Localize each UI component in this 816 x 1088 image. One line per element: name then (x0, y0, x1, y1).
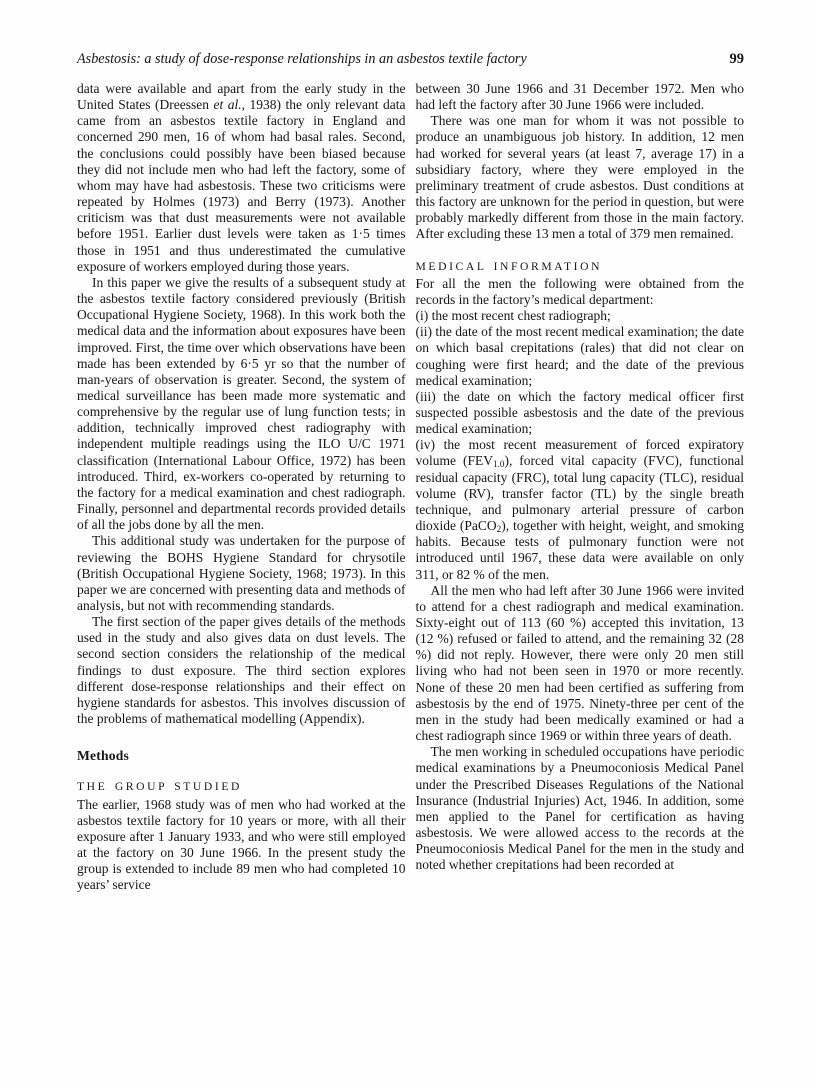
paragraph: There was one man for whom it was not possible to produce an unambiguous job history. In addition, 12 men had worked for several years (at least 7, average 17) in a subsidiary factory, where they were employed in the preliminary treatment of crude asbestos. Dust conditions at this factory are unknown for the period in question, but were probably markedly different from those in the main factory. After excluding these 13 men a total of 379 men remained. (415, 113, 744, 242)
paragraph: The earlier, 1968 study was of men who had worked at the asbestos textile factory for 10 years or more, with all their exposure after 1 January 1933, and who were still employed at the factory on 30 June 1966. In the present study the group is extended to include 89 men who had completed 10 years’ service (77, 796, 406, 893)
list-item-iv: (iv) the most recent measurement of forced expiratory volume $(FEV_{1.0})$, forced vital capacity (FVC), functional residual capacity (FRC), total lung capacity (TLC), residual volume (RV), transfer factor (TL) by the single breath technique, and pulmonary arterial pressure of carbon dioxide (PaCO$_2$), together with height, weight, and smoking habits. Because tests of pulmonary function were not introduced until 1967, these data were available on only 311, or 82 % of the men. (415, 437, 745, 582)
left-column (77, 81, 406, 894)
paragraph: The first section of the paper gives details of the methods used in the study and also gives data on dust levels. The second section considers the relationship of the medical findings to dust exposure. The third section explores different dose-response relationships and their effect on hygiene standards for asbestos. This involves discussion of the problems of mathematical modelling (Appendix). (77, 614, 406, 727)
list-item-iii: (iii) the date on which the factory medical officer first suspected possible asbestosis and the date of the previous medical examination; (415, 388, 744, 437)
paragraph: All the men who had left after 30 June 1966 were invited to attend for a chest radiograph and medical examination. Sixty-eight out of 113 (60 %) accepted this invitation, 13 (12 %) refused or failed to attend, and the remaining 32 (28 %) did not reply. However, there were only 20 men still living who had not been seen in 1970 or more recently. None of these 20 men had been certified as suffering from asbestosis by the end of 1975. Ninety-three per cent of the men in the study had been medically examined or had a chest radiograph since 1969 or within three years of death. (415, 582, 744, 744)
paragraph: data were available and apart from the early study in the United States (Dreessen et al., 1938) the only relevant data came from an asbestos textile factory in England and concerned 290 men, 16 of whom had basal rales. Second, the conclusions could possibly have been biased because they did not include men who had left the factory, some of whom may have had asbestosis. These two criticisms were repeated by Holmes (1973) and Berry (1973). Another criticism was that dust measurements were not available before 1951. Earlier dust levels were taken as 1·5 times those in 1951 and thus underestimated the cumulative exposure of workers employed during those years. (77, 81, 406, 274)
running-head: Asbestosis: a study of dose-response relationships in an asbestos textile factory (77, 51, 527, 67)
list-item-i: (i) the most recent chest radiograph; (415, 308, 611, 324)
two-column-body (77, 81, 744, 894)
subsection-heading-medical-information: MEDICAL INFORMATION (415, 259, 603, 273)
paragraph: The men working in scheduled occupations have periodic medical examinations by a Pneumoconiosis Medical Panel under the Prescribed Diseases Regulations of the National Insurance (Industrial Injuries) Act, 1946. In addition, some men applied to the Panel for certification as having asbestosis. We were allowed access to the records at the Pneumoconiosis Medical Panel for the men in the study and noted whether crepitations had been recorded at (415, 744, 744, 873)
list-item-ii: (ii) the date of the most recent medical examination; the date on which basal crepitations (rales) that did not clear on coughing were first heard; and the date of the previous medical examination; (415, 324, 744, 388)
right-column (416, 81, 745, 894)
paragraph: In this paper we give the results of a subsequent study at the asbestos textile factory considered previously (British Occupational Hygiene Society, 1968). In this work both the medical data and the information about exposures have been improved. First, the time over which observations have been made has been extended by 6·5 yr so that the number of man-years of observation is greater. Second, the system of medical surveillance has been made more systematic and comprehensive by the regular use of lung function tests; in addition, technically improved chest radiography with independent multiple readings using the ILO U/C 1971 classification (International Labour Office, 1972) has been introduced. Third, ex-workers co-operated by returning to the factory for a medical examination and chest radiograph. Finally, personnel and departmental records provided details of all the jobs done by all the men. (77, 274, 406, 533)
paragraph: between 30 June 1966 and 31 December 1972. Men who had left the factory after 30 June 1966 were included. (415, 81, 744, 113)
section-heading-methods: Methods (77, 748, 129, 764)
paragraph: For all the men the following were obtained from the records in the factory’s medical department: (415, 275, 744, 307)
page-number: 99 (729, 51, 744, 67)
paragraph: This additional study was undertaken for the purpose of reviewing the BOHS Hygiene Standard for chrysotile (British Occupational Hygiene Society, 1968; 1973). In this paper we are concerned with presenting data and methods of analysis, but not with recommending standards. (77, 533, 406, 613)
subsection-heading-group-studied: THE GROUP STUDIED (77, 780, 242, 794)
page-header (77, 51, 744, 68)
